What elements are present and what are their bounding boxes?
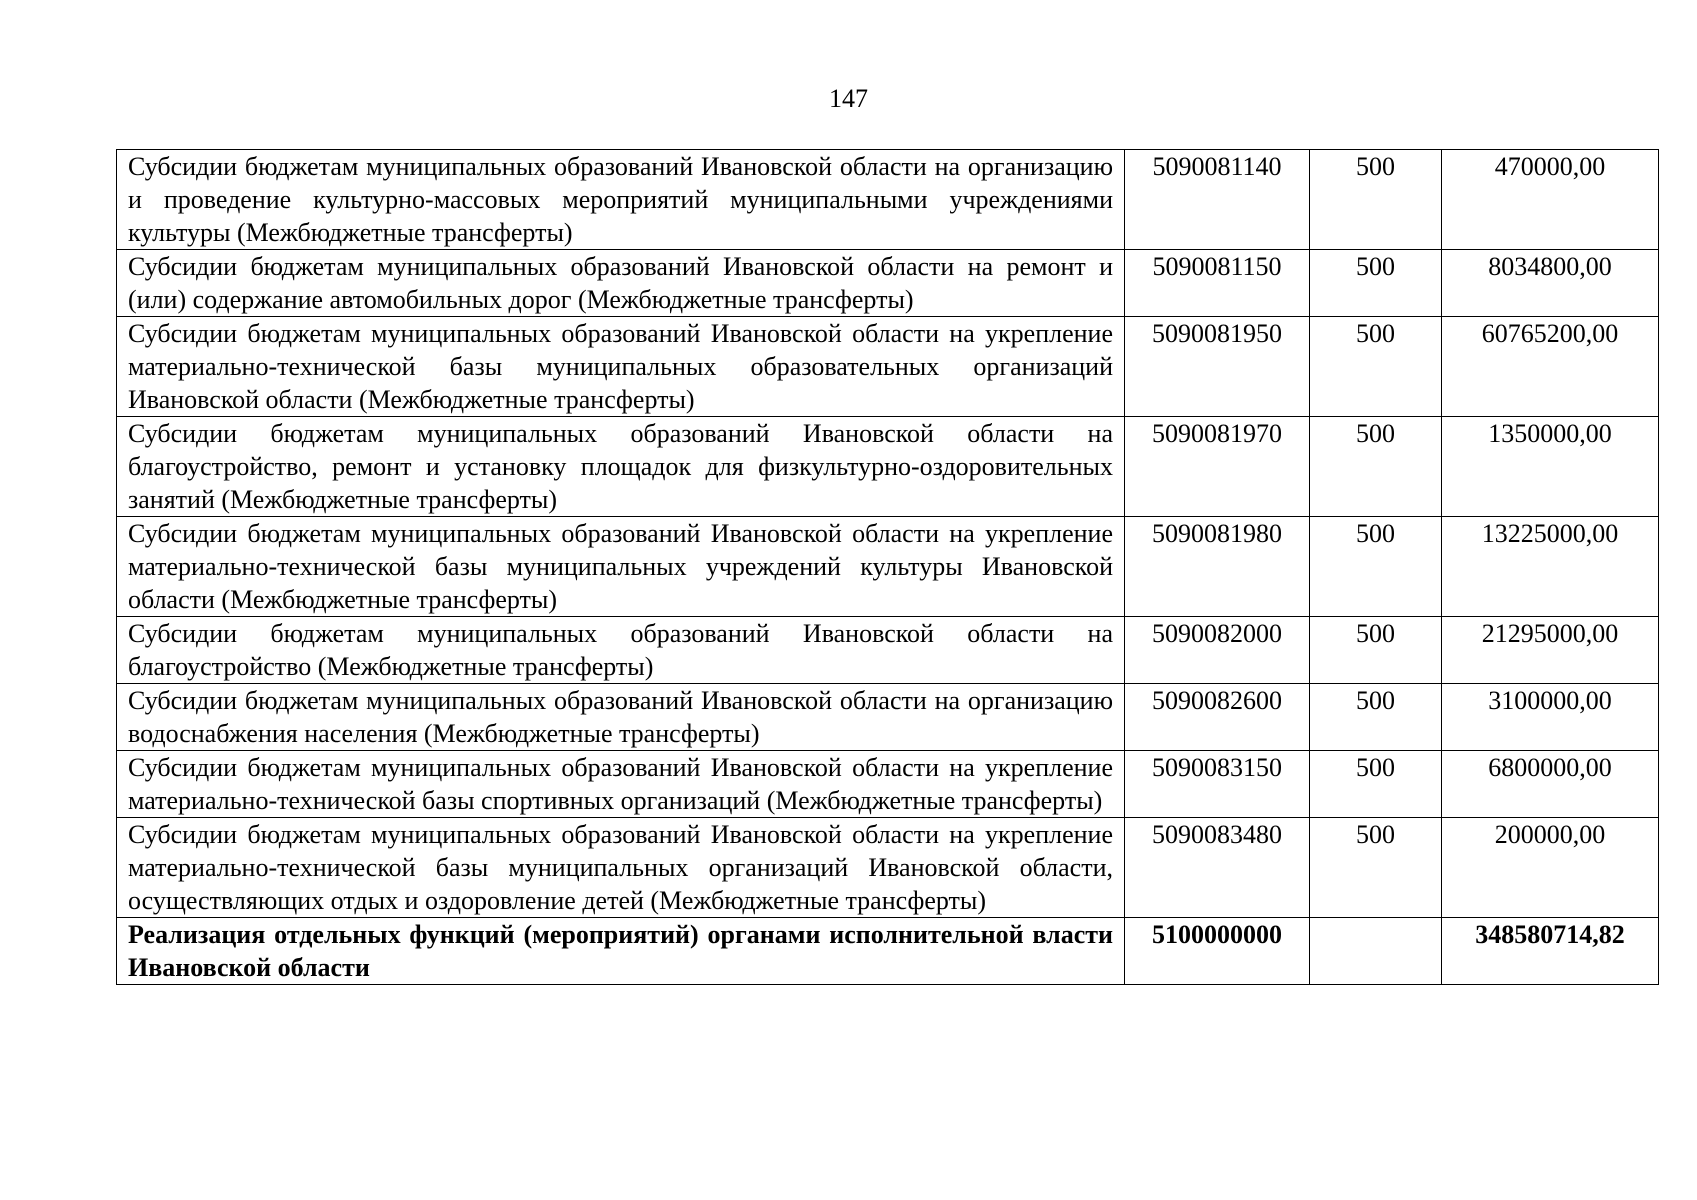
table-row [117,684,1659,751]
row-code: 5090083150 [1125,751,1310,818]
row-type: 500 [1310,818,1442,918]
table-row [117,517,1659,617]
row-amount: 3100000,00 [1442,684,1659,751]
row-type: 500 [1310,617,1442,684]
table-row [117,317,1659,417]
row-code: 5090081140 [1125,150,1310,250]
row-amount: 60765200,00 [1442,317,1659,417]
page-number: 147 [829,84,868,113]
row-amount: 470000,00 [1442,150,1659,250]
row-description: Субсидии бюджетам муниципальных образований Ивановской области на организацию и проведение культурно-массовых мероприятий муниципальными учреждениями культуры (Межбюджетные трансферты) [117,150,1125,250]
row-amount: 21295000,00 [1442,617,1659,684]
row-amount: 200000,00 [1442,818,1659,918]
table-row [117,250,1659,317]
row-type: 500 [1310,417,1442,517]
row-code: 5090081980 [1125,517,1310,617]
row-code: 5090081970 [1125,417,1310,517]
row-amount: 8034800,00 [1442,250,1659,317]
budget-table [116,149,1659,985]
row-amount: 1350000,00 [1442,417,1659,517]
row-type: 500 [1310,517,1442,617]
total-type [1310,918,1442,985]
row-code: 5090081950 [1125,317,1310,417]
total-row [117,918,1659,985]
row-description: Субсидии бюджетам муниципальных образований Ивановской области на укрепление материально-технической базы муниципальных образовательных организаций Ивановской области (Межбюджетные трансферты) [117,317,1125,417]
total-amount: 348580714,82 [1442,918,1659,985]
table-row [117,818,1659,918]
row-description: Субсидии бюджетам муниципальных образований Ивановской области на укрепление материально-технической базы спортивных организаций (Межбюджетные трансферты) [117,751,1125,818]
total-code: 5100000000 [1125,918,1310,985]
row-description: Субсидии бюджетам муниципальных образований Ивановской области на ремонт и (или) содержание автомобильных дорог (Межбюджетные трансферты) [117,250,1125,317]
row-amount: 6800000,00 [1442,751,1659,818]
row-type: 500 [1310,150,1442,250]
row-code: 5090082600 [1125,684,1310,751]
row-description: Субсидии бюджетам муниципальных образований Ивановской области на укрепление материально-технической базы муниципальных организаций Ивановской области, осуществляющих отдых и оздоровление детей (Межбюджетные трансферты) [117,818,1125,918]
table-row [117,150,1659,250]
row-code: 5090082000 [1125,617,1310,684]
row-description: Субсидии бюджетам муниципальных образований Ивановской области на организацию водоснабжения населения (Межбюджетные трансферты) [117,684,1125,751]
row-description: Субсидии бюджетам муниципальных образований Ивановской области на благоустройство (Межбюджетные трансферты) [117,617,1125,684]
row-type: 500 [1310,317,1442,417]
row-type: 500 [1310,684,1442,751]
row-amount: 13225000,00 [1442,517,1659,617]
row-description: Субсидии бюджетам муниципальных образований Ивановской области на благоустройство, ремонт и установку площадок для физкультурно-оздоровительных занятий (Межбюджетные трансферты) [117,417,1125,517]
row-code: 5090081150 [1125,250,1310,317]
row-type: 500 [1310,250,1442,317]
row-type: 500 [1310,751,1442,818]
table-row [117,751,1659,818]
total-description: Реализация отдельных функций (мероприятий) органами исполнительной власти Ивановской области [117,918,1125,985]
row-code: 5090083480 [1125,818,1310,918]
table-row [117,617,1659,684]
row-description: Субсидии бюджетам муниципальных образований Ивановской области на укрепление материально-технической базы муниципальных учреждений культуры Ивановской области (Межбюджетные трансферты) [117,517,1125,617]
table-row [117,417,1659,517]
